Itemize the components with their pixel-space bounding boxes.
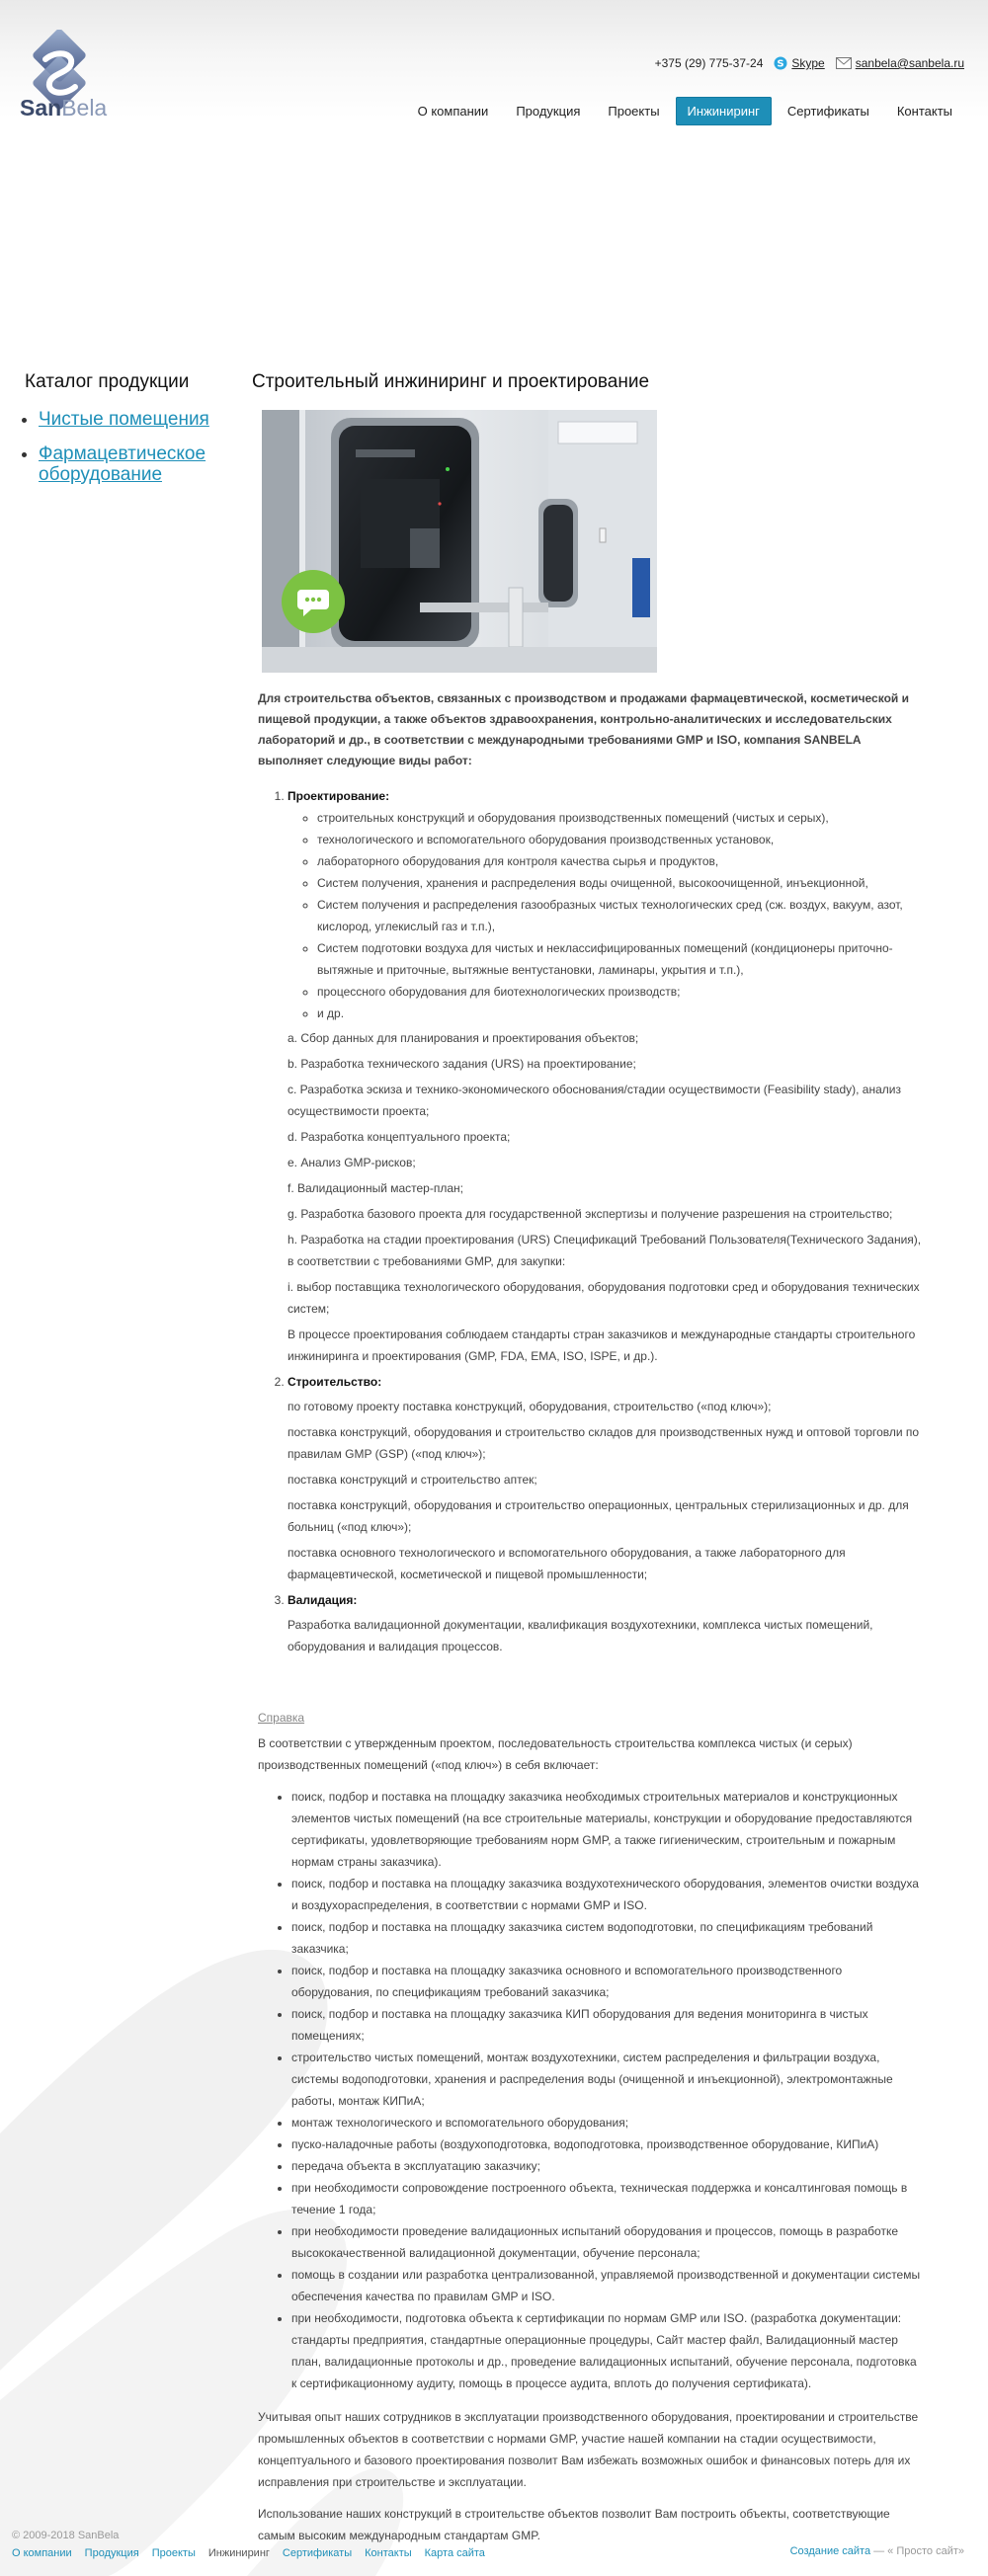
cleanroom-photo-illustration bbox=[262, 410, 657, 673]
header-contacts bbox=[655, 56, 964, 70]
list-item: ◦ Систем получения и распределения газообразных чистых технологических сред (сж. воздух, вакуум, азот, кислород, углекислый газ и т.п.), bbox=[317, 894, 924, 937]
list-item: • помощь в создании или разработка централизованной, управляемой производственной и документации системы обеспечения качества по правилам GMP и ISO. bbox=[291, 2264, 924, 2307]
list-item: ◦ строительных конструкций и оборудования производственных помещений (чистых и серых), bbox=[317, 807, 924, 829]
section-heading-design: Проектирование: bbox=[288, 789, 390, 803]
footer-link-certificates[interactable]: Сертификаты bbox=[282, 2547, 353, 2559]
design-objects-list bbox=[288, 807, 924, 1024]
catalog-item bbox=[39, 443, 232, 485]
svg-text:S: S bbox=[777, 58, 784, 70]
list-item: ◦ лабораторного оборудования для контроля качества сырья и продуктов, bbox=[317, 850, 924, 872]
construction-item: по готовому проекту поставка конструкций, оборудования, строительство («под ключ»); bbox=[288, 1400, 772, 1413]
list-item: ◦ и др. bbox=[317, 1003, 924, 1024]
catalog-link-pharma-equipment[interactable]: Фармацевтическое оборудование bbox=[39, 443, 206, 485]
page-title: Строительный инжиниринг и проектирование bbox=[252, 371, 650, 392]
site-credit bbox=[790, 2545, 964, 2557]
main-content bbox=[252, 371, 924, 2556]
design-step: d. Разработка концептуального проекта; bbox=[288, 1130, 511, 1144]
intro-paragraph: Для строительства объектов, связанных с производством и продажами фармацевтической, косметической и пищевой продукции, а также объектов здравоохранения, контрольно-аналитических и исследовательских лабораторий и др., в соответствии с международными требованиями GMP и ISO, компания SANBELA выполняет следующие виды работ: bbox=[258, 691, 909, 767]
cleanroom-photo bbox=[262, 410, 657, 673]
site-credit-suffix: — « Просто сайт» bbox=[870, 2545, 964, 2557]
list-item: ◦ технологического и вспомогательного оборудования производственных установок, bbox=[317, 829, 924, 850]
reference-intro: В соответствии с утвержденным проектом, последовательность строительства комплекса чистых (и серых) производственных помещений («под ключ») в себя включает: bbox=[258, 1736, 853, 1772]
list-item: • монтаж технологического и вспомогательного оборудования; bbox=[291, 2112, 924, 2133]
catalog-list bbox=[25, 409, 232, 485]
list-item: • поиск, подбор и поставка на площадку заказчика основного и вспомогательного производственного оборудования, по спецификациям требований заказчика; bbox=[291, 1960, 924, 2003]
logo-text[interactable] bbox=[20, 95, 107, 121]
nav-item-products[interactable]: Продукция bbox=[516, 104, 581, 119]
construction-item: поставка конструкций, оборудования и строительство складов для производственных нужд и оптовой торговли по правилам GMP (GSP) («под ключ»); bbox=[288, 1425, 920, 1461]
copyright-text: © 2009-2018 SanBela bbox=[12, 2530, 120, 2541]
list-item: • при необходимости, подготовка объекта к сертификации по нормам GMP или ISO. (разработка документации: стандарты предприятия, стандартные операционные процедуры, Сайт мастер файл, Валидационный мастер план, валидационные протоколы и др., проведение валидационных испытаний, обучение персонала, подготовка к сертификационному аудиту, помощь в процессе аудита, вплоть до получения сертификата). bbox=[291, 2307, 924, 2394]
footer-link-sitemap[interactable]: Карта сайта bbox=[424, 2547, 485, 2559]
phone-number: +375 (29) 775-37-24 bbox=[654, 56, 764, 70]
reference-list bbox=[258, 1786, 924, 2394]
service-construction bbox=[288, 1371, 924, 1585]
list-item: • поиск, подбор и поставка на площадку заказчика систем водоподготовки, по спецификациям требований заказчика; bbox=[291, 1916, 924, 1960]
closing-paragraph-standards: Использование наших конструкций в строительстве объектов позволит Вам построить объекты, соответствующие самым высоким международным стандартам GMP. bbox=[258, 2507, 890, 2542]
nav-item-engineering[interactable]: Инжиниринг bbox=[676, 97, 772, 125]
nav-item-projects[interactable]: Проекты bbox=[608, 104, 660, 119]
design-step: g. Разработка базового проекта для государственной экспертизы и получение разрешения на строительство; bbox=[288, 1207, 893, 1221]
catalog-item bbox=[39, 409, 232, 430]
main-navigation bbox=[402, 97, 988, 125]
chat-bubble-icon[interactable] bbox=[282, 570, 345, 633]
construction-item: поставка основного технологического и вспомогательного оборудования, а также лабораторного для фармацевтической, косметической и пищевой промышленности; bbox=[288, 1546, 846, 1581]
list-item: • передача объекта в эксплуатацию заказчику; bbox=[291, 2155, 924, 2177]
footer-link-projects[interactable]: Проекты bbox=[151, 2547, 196, 2559]
design-step: b. Разработка технического задания (URS) на проектирование; bbox=[288, 1057, 636, 1071]
services-list bbox=[258, 785, 924, 1657]
list-item: • пуско-наладочные работы (воздухоподготовка, водоподготовка, производственное оборудование, КИПиА) bbox=[291, 2133, 924, 2155]
construction-item: поставка конструкций и строительство аптек; bbox=[288, 1473, 537, 1487]
logo-text-bela: Bela bbox=[61, 95, 108, 121]
list-item: • строительство чистых помещений, монтаж воздухотехники, систем распределения и фильтрации воздуха, системы водоподготовки, хранения и распределения воды (очищенной и инъекционной), электромонтажные работы, монтаж КИПиА; bbox=[291, 2047, 924, 2112]
list-item: ◦ Систем получения, хранения и распределения воды очищенной, высокоочищенной, инъекционной, bbox=[317, 872, 924, 894]
list-item: • поиск, подбор и поставка на площадку заказчика необходимых строительных материалов и конструкционных элементов чистых помещений (на все строительные материалы, конструкции и оборудование предоставляются сертификаты, удовлетворяющие требованиям норм GMP, а также гигиеническим, строительным и пожарным нормам страны заказчика). bbox=[291, 1786, 924, 1873]
envelope-icon bbox=[836, 57, 852, 69]
service-design bbox=[288, 785, 924, 1367]
footer-link-products[interactable]: Продукция bbox=[84, 2547, 139, 2559]
service-validation bbox=[288, 1589, 924, 1657]
design-step: e. Анализ GMP-рисков; bbox=[288, 1156, 416, 1169]
list-item: ◦ процессного оборудования для биотехнологических производств; bbox=[317, 981, 924, 1003]
logo-text-san: San bbox=[20, 95, 62, 121]
closing-paragraph-experience: Учитывая опыт наших сотрудников в эксплуатации производственного оборудования, проектировании и строительстве промышленных объектов в соответствии с нормами GMP, участие нашей компании на стадии осуществимости, концептуального и базового проектирования позволит Вам избежать возможных ошибок и финансовых потерь для их исправления при строительстве и эксплуатации. bbox=[258, 2410, 919, 2489]
article-content bbox=[258, 688, 924, 2546]
reference-link[interactable]: Справка bbox=[258, 1711, 305, 1725]
design-standards-note: В процессе проектирования соблюдаем стандарты стран заказчиков и международные стандарты строительного инжиниринга и проектирования (GMP, FDA, EMA, ISO, ISPE, и др.). bbox=[288, 1328, 916, 1363]
list-item: • при необходимости проведение валидационных испытаний оборудования и процессов, помощь в разработке высококачественной валидационной документации, обучение персонала; bbox=[291, 2220, 924, 2264]
design-step: c. Разработка эскиза и технико-экономического обоснования/стадии осуществимости (Feasibility stady), анализ осуществимости проекта; bbox=[288, 1083, 901, 1118]
nav-item-contacts[interactable]: Контакты bbox=[896, 104, 952, 119]
list-item: • при необходимости сопровождение построенного объекта, техническая поддержка и консалтинговая помощь в течение 1 года; bbox=[291, 2177, 924, 2220]
email-link[interactable]: sanbela@sanbela.ru bbox=[855, 56, 964, 70]
construction-item: поставка конструкций, оборудования и строительство операционных, центральных стерилизационных и др. для больниц («под ключ»); bbox=[288, 1498, 909, 1534]
nav-item-certificates[interactable]: Сертификаты bbox=[786, 104, 869, 119]
site-footer bbox=[0, 2524, 988, 2576]
section-heading-validation: Валидация: bbox=[288, 1593, 358, 1607]
nav-item-about[interactable]: О компании bbox=[417, 104, 489, 119]
design-step: i. выбор поставщика технологического оборудования, оборудования подготовки сред и оборудования технических систем; bbox=[288, 1280, 920, 1316]
validation-item: Разработка валидационной документации, квалификация воздухотехники, комплекса чистых помещений, оборудования и валидация процессов. bbox=[288, 1618, 873, 1653]
footer-link-engineering-current: Инжиниринг bbox=[207, 2547, 270, 2559]
sidebar-title: Каталог продукции bbox=[25, 371, 190, 392]
footer-link-about[interactable]: О компании bbox=[12, 2547, 72, 2559]
footer-navigation bbox=[12, 2547, 498, 2559]
list-item: • поиск, подбор и поставка на площадку заказчика воздухотехнического оборудования, элементов очистки воздуха и воздухораспределения, в соответствии с нормами GMP и ISO. bbox=[291, 1873, 924, 1916]
site-credit-link[interactable]: Создание сайта bbox=[789, 2545, 871, 2557]
sidebar bbox=[25, 371, 232, 499]
design-step: f. Валидационный мастер-план; bbox=[288, 1181, 463, 1195]
skype-link[interactable]: Skype bbox=[791, 56, 825, 70]
site-header bbox=[0, 0, 988, 138]
design-step: h. Разработка на стадии проектирования (URS) Спецификаций Требований Пользователя(Технического Задания), в соответствии с требованиями GMP, для закупки: bbox=[288, 1233, 922, 1268]
skype-icon bbox=[774, 56, 787, 70]
footer-link-contacts[interactable]: Контакты bbox=[365, 2547, 412, 2559]
catalog-link-clean-rooms[interactable]: Чистые помещения bbox=[39, 409, 209, 430]
section-heading-construction: Строительство: bbox=[288, 1375, 382, 1389]
list-item: ◦ Систем подготовки воздуха для чистых и неклассифицированных помещений (кондиционеры приточно-вытяжные и приточные, вытяжные вентустановки, ламинары, укрытия и т.п.), bbox=[317, 937, 924, 981]
list-item: • поиск, подбор и поставка на площадку заказчика КИП оборудования для ведения мониторинга в чистых помещениях; bbox=[291, 2003, 924, 2047]
design-step: a. Сбор данных для планирования и проектирования объектов; bbox=[288, 1031, 639, 1045]
